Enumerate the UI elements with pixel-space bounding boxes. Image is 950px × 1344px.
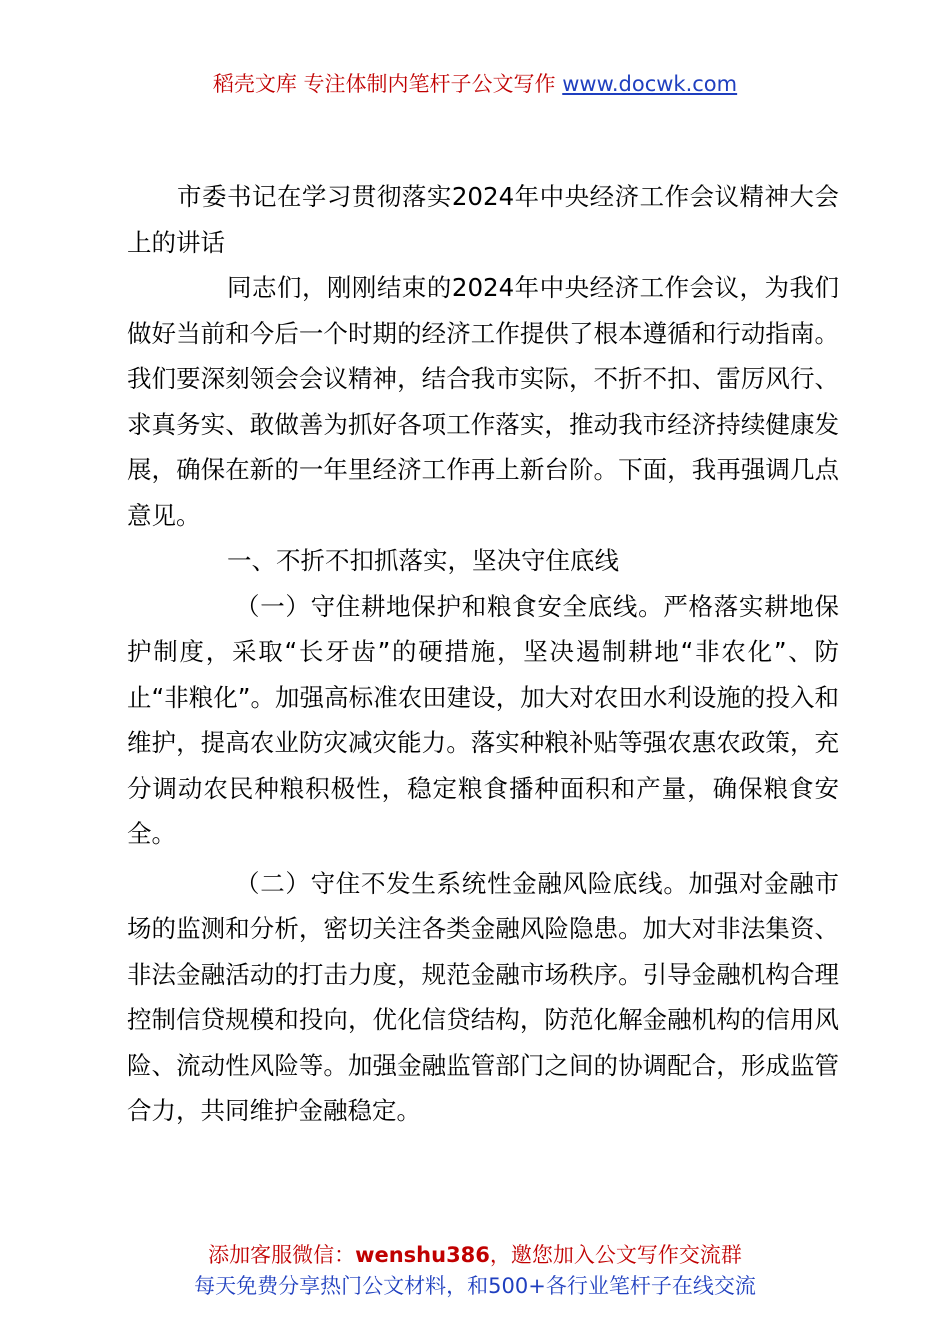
document-title: 市委书记在学习贯彻落实2024年中央经济工作会议精神大会上的讲话 xyxy=(127,182,839,257)
site-header xyxy=(0,70,950,98)
section-heading: 一、不折不扣抓落实，坚决守住底线 xyxy=(227,546,619,575)
brand-slogan: 稻壳文库 专注体制内笔杆子公文写作 xyxy=(212,72,556,96)
footer-line-2: 每天免费分享热门公文材料，和500+各行业笔杆子在线交流 xyxy=(194,1274,756,1298)
site-url-link[interactable]: www.docwk.com xyxy=(562,72,738,96)
footer-prefix: 添加客服微信： xyxy=(208,1243,356,1267)
footer-line-1 xyxy=(0,1240,950,1271)
wechat-id: wenshu386 xyxy=(355,1243,490,1267)
document-body xyxy=(127,174,839,1134)
promo-footer xyxy=(0,1240,950,1302)
item-paragraph-1: （一）守住耕地保护和粮食安全底线。严格落实耕地保护制度，采取“长牙齿”的硬措施，坚决遏制耕地“非农化”、防止“非粮化”。加强高标准农田建设，加大对农田水利设施的投入和维护，提高农业防灾减灾能力。落实种粮补贴等强农惠农政策，充分调动农民种粮积极性，稳定粮食播种面积和产量，确保粮食安全。 xyxy=(127,591,839,848)
item-paragraph-2: （二）守住不发生系统性金融风险底线。加强对金融市场的监测和分析，密切关注各类金融风险隐患。加大对非法集资、非法金融活动的打击力度，规范金融市场秩序。引导金融机构合理控制信贷规模和投向，优化信贷结构，防范化解金融机构的信用风险、流动性风险等。加强金融监管部门之间的协调配合，形成监管合力，共同维护金融稳定。 xyxy=(127,868,839,1125)
footer-suffix: ，邀您加入公文写作交流群 xyxy=(489,1243,742,1267)
intro-paragraph: 同志们，刚刚结束的2024年中央经济工作会议，为我们做好当前和今后一个时期的经济工作提供了根本遵循和行动指南。我们要深刻领会会议精神，结合我市实际，不折不扣、雷厉风行、求真务实、敢做善为抓好各项工作落实，推动我市经济持续健康发展，确保在新的一年里经济工作再上新台阶。下面，我再强调几点意见。 xyxy=(127,273,839,530)
